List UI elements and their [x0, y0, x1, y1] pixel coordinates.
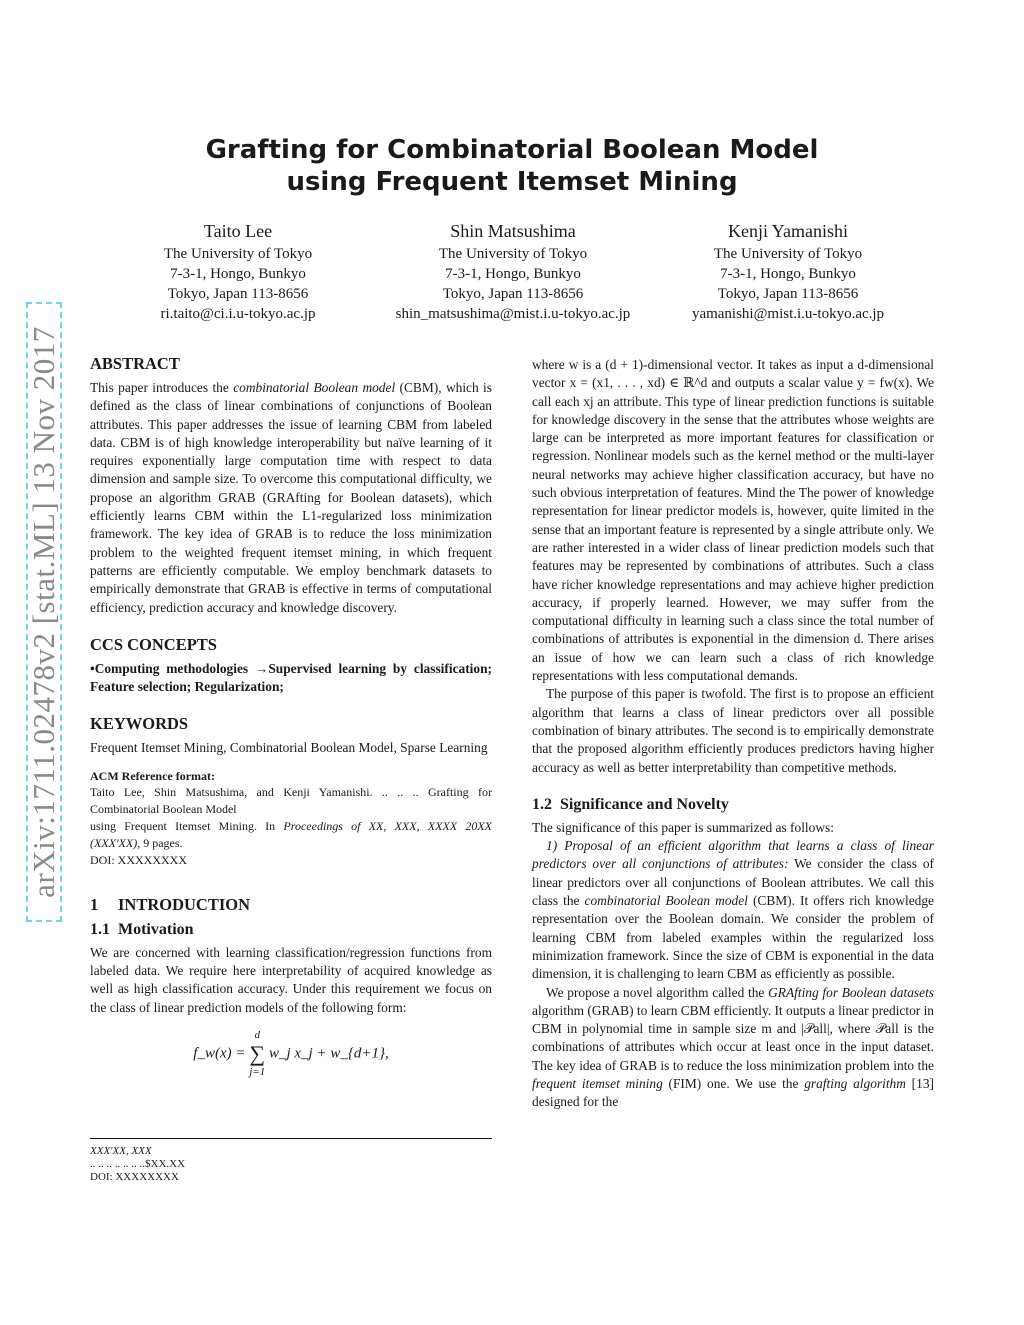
author-name: Kenji Yamanishi: [727, 221, 848, 241]
subsection-heading-significance: 1.2 Significance and Novelty: [532, 795, 729, 813]
author-block-3: [668, 218, 908, 324]
footnote-conference: XXX'XX, XXX: [90, 1145, 152, 1157]
right-column: [532, 356, 934, 1112]
keywords-heading: KEYWORDS: [90, 714, 189, 734]
paragraph: where w is a (d + 1)-dimensional vector. It takes as input a d-dimensional vector x = (x1, . . . , xd) ∈ ℝ^d and outputs a scalar value y = fw(x). We call each xj an attribute. This type of linear prediction functions is suitable for knowledge discovery in the sense that the attributes whose weights are large can be interpreted as more important features for classification or regression. Nonlinear models such as the kernel method or the multi-layer neural networks may achieve higher classification accuracy, but have no such obvious interpretation of features. Mind the The power of knowledge representation for linear predictor models is, however, quite limited in the sense that an important feature is represented by a single attribute only. We are rather interested in a wider class of linear prediction models such that features may be represented by combinations of attributes. Such a class have richer knowledge representations and may achieve higher prediction accuracy, if properly learned. However, we may suffer from the computational difficulty in learning such a class since the total number of combinations of attributes is exponential in the dimension d. There arises an issue of how we can learn such a class of rich knowledge representations with less computational demands.: [532, 357, 934, 684]
title-line-2: using Frequent Itemset Mining: [286, 167, 738, 197]
author-address: 7-3-1, Hongo, Bunkyo: [445, 266, 581, 282]
author-address: 7-3-1, Hongo, Bunkyo: [170, 266, 306, 282]
acm-reference-heading: ACM Reference format:: [90, 768, 216, 783]
author-email[interactable]: yamanishi@mist.i.u-tokyo.ac.jp: [691, 306, 885, 322]
author-address: Tokyo, Japan 113-8656: [717, 286, 859, 302]
footnote: [90, 1138, 492, 1184]
author-address: 7-3-1, Hongo, Bunkyo: [720, 266, 856, 282]
author-email[interactable]: shin_matsushima@mist.i.u-tokyo.ac.jp: [395, 306, 631, 322]
author-address: Tokyo, Japan 113-8656: [442, 286, 584, 302]
author-affiliation: The University of Tokyo: [713, 246, 863, 262]
footnote-price: .. .. .. .. .. .. ..$XX.XX: [90, 1158, 186, 1170]
left-column: [90, 354, 492, 1093]
author-affiliation: The University of Tokyo: [438, 246, 588, 262]
acm-reference-doi: DOI: XXXXXXXX: [90, 852, 187, 867]
ccs-text: •Computing methodologies →Supervised learning by classification; Feature selection; Regularization;: [90, 660, 492, 695]
paragraph: We propose a novel algorithm called the GRAfting for Boolean datasets algorithm (GRAB) to learn CBM efficiently. It outputs a linear predictor in CBM in polynomial time in sample size m and |𝒫all|, where 𝒫all is the combinations of attributes which occur at least once in the input dataset. The key idea of GRAB is to reduce the loss minimization problem into the frequent itemset mining (FIM) one. We use the grafting algorithm [13] designed for the: [532, 984, 935, 1110]
title-line-1: Grafting for Combinatorial Boolean Model: [205, 135, 819, 165]
author-name: Taito Lee: [203, 221, 273, 241]
arxiv-stamp-text: arXiv:1711.02478v2 [stat.ML] 13 Nov 2017: [26, 326, 61, 898]
author-address: Tokyo, Japan 113-8656: [167, 286, 309, 302]
paragraph: 1) Proposal of an efficient algorithm that learns a class of linear predictors over all conjunctions of attributes: We consider the class of linear predictors over all conjunctions of Boolean attributes. We call this class the combinatorial Boolean model (CBM). It offers rich knowledge representation over the Boolean domain. We consider the problem of learning CBM from labeled examples within the regularized loss minimization framework. Since the size of CBM is exponential in the data dimension, it is challenging to learn CBM as efficiently as possible.: [532, 838, 934, 982]
intro-paragraph: We are concerned with learning classification/regression functions from labeled data. We require here interpretability of acquired knowledge as well as high classification accuracy. Under this requirement we focus on the class of linear prediction models of the following form:: [90, 944, 492, 1015]
paper-title: [150, 134, 874, 198]
subsection-heading-motivation: 1.1 Motivation: [90, 920, 194, 938]
keywords-text: Frequent Itemset Mining, Combinatorial Boolean Model, Sparse Learning: [90, 740, 488, 756]
abstract-heading: ABSTRACT: [90, 354, 180, 373]
author-block-2: [383, 218, 643, 324]
paragraph: The significance of this paper is summarized as follows:: [532, 819, 834, 835]
arxiv-stamp: [26, 302, 62, 922]
equation: f_w(x) = d ∑ j=1 w_j x_j + w_{d+1},: [193, 1028, 389, 1078]
ccs-heading: CCS CONCEPTS: [90, 634, 217, 654]
abstract-text: This paper introduces the combinatorial Boolean model (CBM), which is defined as the class of linear combinations of conjunctions of Boolean attributes. This paper addresses the issue of learning CBM from labeled data. CBM is of high knowledge interoperability but naïve learning of it requires exponentially large computation time with respect to data dimension and sample size. To overcome this computational difficulty, we propose an algorithm GRAB (GRAfting for Boolean datasets), which efficiently learns CBM within the L1-regularized loss minimization framework. The key idea of GRAB is to reduce the loss minimization problem to the weighted frequent itemset mining, in which frequent patterns are efficiently computable. We employ benchmark datasets to empirically demonstrate that GRAB is effective in terms of computational efficiency, prediction accuracy and knowledge discovery.: [90, 380, 492, 615]
author-name: Shin Matsushima: [450, 221, 576, 241]
author-block-1: [128, 218, 348, 324]
acm-reference-line: Taito Lee, Shin Matsushima, and Kenji Yamanishi. .. .. .. Grafting for Combinatorial Boolean Model: [90, 784, 492, 816]
author-affiliation: The University of Tokyo: [163, 246, 313, 262]
author-email[interactable]: ri.taito@ci.i.u-tokyo.ac.jp: [160, 306, 316, 322]
acm-reference-line: using Frequent Itemset Mining. In Proceedings of XX, XXX, XXXX 20XX (XXX'XX), 9 pages.: [90, 818, 492, 850]
acm-reference: [90, 768, 492, 869]
paragraph: The purpose of this paper is twofold. The first is to propose an efficient algorithm that learns a class of linear predictors over all possible combination of binary attributes. The second is to empirically demonstrate that the proposed algorithm efficiently produces predictors having higher accuracy as well as better interpretability than competitive methods.: [532, 686, 934, 775]
section-heading-introduction: 1 INTRODUCTION: [90, 894, 251, 914]
footnote-doi: DOI: XXXXXXXX: [90, 1171, 179, 1183]
